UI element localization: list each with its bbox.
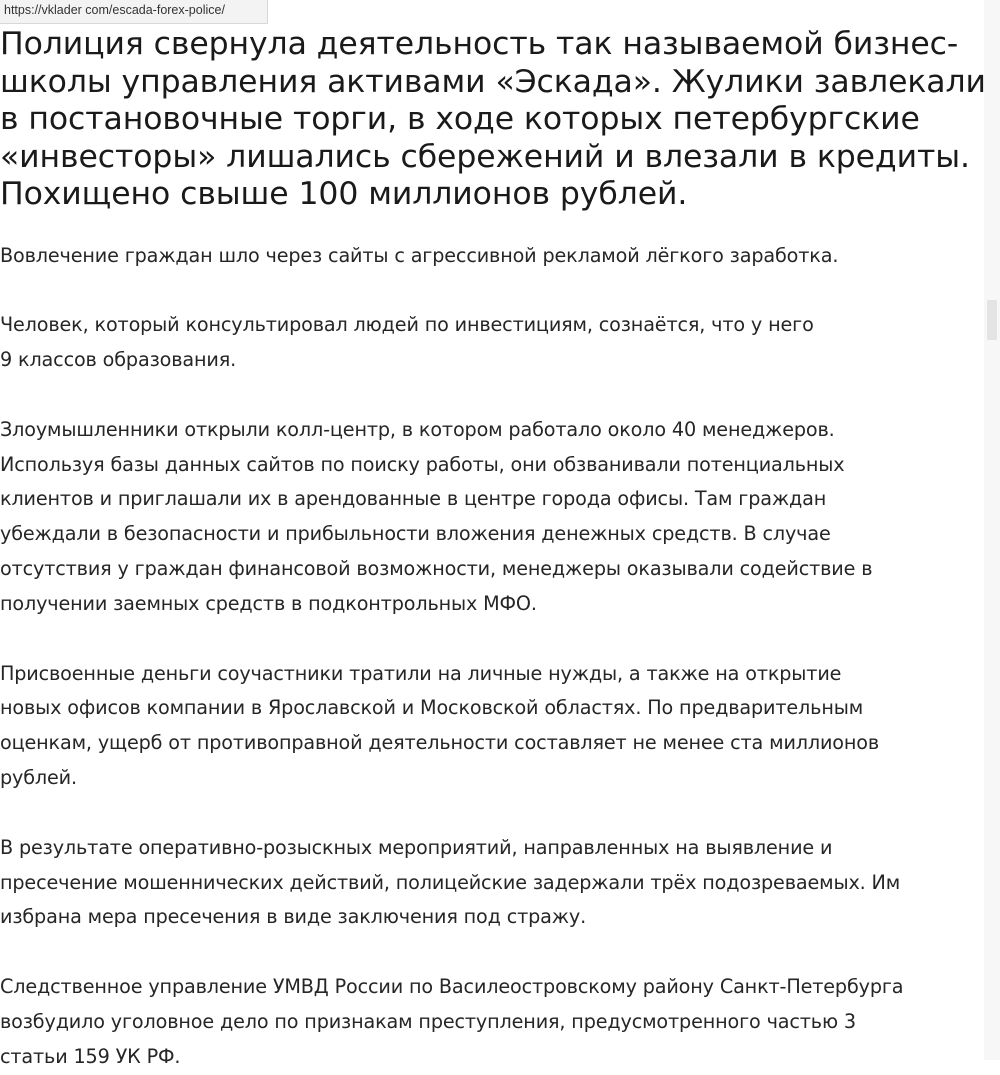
paragraph-line: статьи 159 УК РФ. — [0, 1044, 181, 1068]
paragraph-line: пресечение мошеннических действий, полицейские задержали трёх подозреваемых. Им — [0, 870, 901, 894]
paragraph-line: получении заемных средств в подконтрольных МФО. — [0, 591, 537, 615]
headline-line: Полиция свернула деятельность так называемой бизнес- — [0, 26, 959, 62]
headline-line: в постановочные торги, в ходе которых петербургские — [0, 101, 920, 137]
paragraph-line: рублей. — [0, 766, 77, 790]
paragraph-1 — [0, 239, 1000, 274]
url-bar[interactable] — [0, 0, 268, 24]
paragraph-line: В результате оперативно-розыскных мероприятий, направленных на выявление и — [0, 835, 833, 859]
paragraph-line: Вовлечение граждан шло через сайты с агрессивной рекламой лёгкого заработка. — [0, 243, 839, 267]
paragraph-line: убеждали в безопасности и прибыльности вложения денежных средств. В случае — [0, 522, 831, 546]
paragraph-line: Используя базы данных сайтов по поиску работы, они обзванивали потенциальных — [0, 452, 845, 476]
paragraph-line: Злоумышленники открыли колл-центр, в котором работало около 40 менеджеров. — [0, 417, 835, 441]
paragraph-line: оценкам, ущерб от противоправной деятельности составляет не менее ста миллионов — [0, 731, 880, 755]
paragraph-4 — [0, 657, 1000, 796]
paragraph-line: отсутствия у граждан финансовой возможности, менеджеры оказывали содействие в — [0, 557, 873, 581]
paragraph-3 — [0, 413, 1000, 622]
headline-line: школы управления активами «Эскада». Жулики завлекали — [0, 63, 986, 100]
paragraph-line: 9 классов образования. — [0, 348, 237, 372]
paragraph-line: Присвоенные деньги соучастники тратили на личные нужды, а также на открытие — [0, 661, 842, 685]
article-headline — [0, 26, 1000, 214]
paragraph-line: Следственное управление УМВД России по Василеостровскому району Санкт-Петербурга — [0, 975, 904, 999]
paragraph-5 — [0, 831, 1000, 935]
headline-line: «инвесторы» лишались сбережений и влезали в кредиты. — [0, 138, 970, 175]
paragraph-line: клиентов и приглашали их в арендованные в центре города офисы. Там граждан — [0, 487, 827, 511]
headline-line: Похищено свыше 100 миллионов рублей. — [0, 176, 688, 212]
article — [0, 26, 1000, 1075]
paragraph-line: возбудило уголовное дело по признакам преступления, предусмотренного частью 3 — [0, 1010, 856, 1034]
paragraph-line: Человек, который консультировал людей по инвестициям, сознаётся, что у него — [0, 313, 814, 337]
paragraph-line: новых офисов компании в Ярославской и Московской областях. По предварительным — [0, 696, 864, 720]
paragraph-2 — [0, 308, 1000, 378]
paragraph-6 — [0, 970, 1000, 1074]
paragraph-line: избрана мера пресечения в виде заключения под стражу. — [0, 905, 587, 929]
url-text[interactable]: https://vklader com/escada-forex-police/ — [4, 3, 225, 17]
